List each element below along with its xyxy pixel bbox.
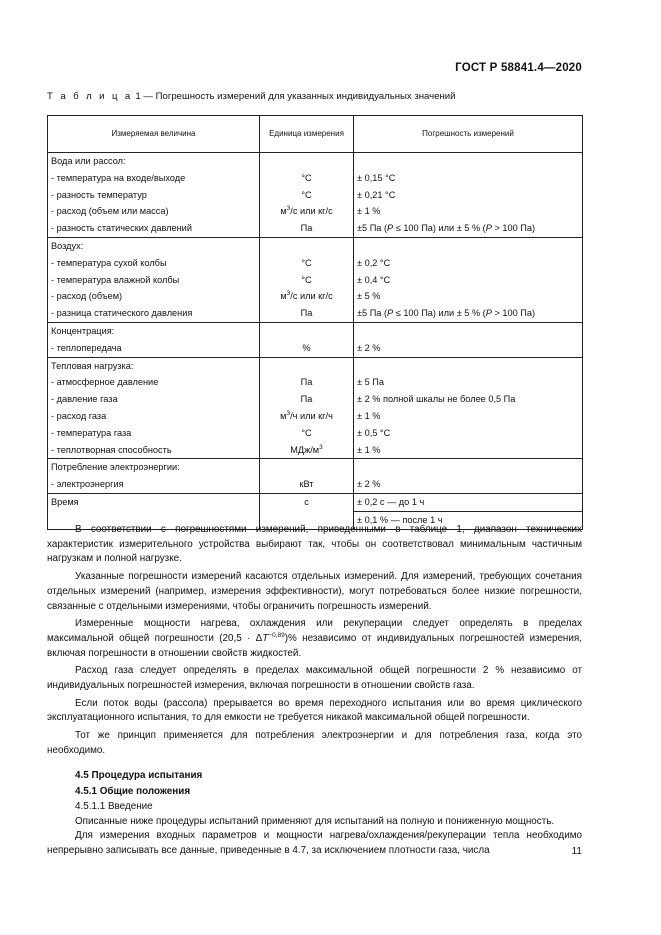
row-quantity: - разница статического давления	[48, 305, 260, 322]
row-error: ±5 Па (P ≤ 100 Па) или ± 5 % (P > 100 Па)	[354, 305, 583, 322]
paragraph: Если поток воды (рассола) прерывается во время переходного испытания или во время циклического эксплуатационного испытания, то для емкости не требуется никакой максимальной общей погрешности.	[47, 697, 582, 724]
row-error: ± 2 % полной шкалы не более 0,5 Па	[354, 391, 583, 408]
row-unit: МДж/$м^3$	[260, 442, 354, 459]
row-error: ± 0,5 °С	[354, 425, 583, 442]
row-unit: $м^3/с$ или кг/с	[260, 288, 354, 305]
group-title: Вода или рассол:	[48, 153, 260, 170]
table-row	[48, 442, 583, 459]
row-quantity: - теплотворная способность	[48, 442, 260, 459]
row-unit: Па	[260, 220, 354, 237]
table-row	[48, 220, 583, 237]
row-error: ± 0,15 °С	[354, 170, 583, 187]
group-title-row	[48, 459, 583, 476]
table-header-row	[48, 116, 583, 153]
body-text	[47, 523, 582, 859]
row-unit: Па	[260, 374, 354, 391]
table-row	[48, 408, 583, 425]
row-error: ± 0,21 °С	[354, 187, 583, 204]
table-caption	[47, 91, 456, 102]
group-title-row	[48, 357, 583, 374]
row-unit: Па	[260, 305, 354, 322]
row-unit: кВт	[260, 476, 354, 493]
paragraph: Описанные ниже процедуры испытаний применяют для испытаний на полную и пониженную мощность.	[75, 815, 555, 827]
group-title-row	[48, 322, 583, 339]
row-quantity: - атмосферное давление	[48, 374, 260, 391]
subsubsection-heading: 4.5.1.1 Введение	[75, 800, 153, 812]
table-caption-label: Т а б л и ц а	[47, 91, 133, 102]
row-error: ± 0,4 °С	[354, 272, 583, 289]
paragraph: Тот же принцип применяется для потребления электроэнергии и для потребления газа, когда это необходимо.	[47, 730, 582, 756]
table-row	[48, 425, 583, 442]
row-quantity: - температура влажной колбы	[48, 272, 260, 289]
row-quantity: - электроэнергия	[48, 476, 260, 493]
time-unit: с	[260, 493, 354, 511]
row-unit: $м^3/ч$ или кг/ч	[260, 408, 354, 425]
time-quantity: Время	[48, 493, 260, 511]
group-title-row	[48, 237, 583, 254]
row-error: ± 1 %	[354, 408, 583, 425]
row-quantity: - разность статических давлений	[48, 220, 260, 237]
group-title: Концентрация:	[48, 322, 260, 339]
row-error: ±5 Па (P ≤ 100 Па) или ± 5 % (P > 100 Па)	[354, 220, 583, 237]
header-unit: Единица измерения	[260, 116, 354, 153]
table-row	[48, 255, 583, 272]
header-error: Погрешность измерений	[354, 116, 583, 153]
section-heading: 4.5 Процедура испытания	[75, 769, 203, 781]
paragraph: Расход газа следует определять в пределах максимальной общей погрешности 2 % независимо от индивидуальных погрешностей измерения, включая погрешности в отношении свойств газа.	[47, 665, 582, 692]
group-title: Тепловая нагрузка:	[48, 357, 260, 374]
row-error: ± 2 %	[354, 340, 583, 357]
row-quantity: - давление газа	[48, 391, 260, 408]
table-row	[48, 288, 583, 305]
paragraph: Для измерения входных параметров и мощности нагрева/охлаждения/рекуперации тепла необходимо непрерывно записывать все данные, приведенные в 4.7, за исключением плотности газа, числа	[47, 830, 582, 857]
time-row	[48, 493, 583, 511]
table-row	[48, 170, 583, 187]
row-unit: °С	[260, 187, 354, 204]
subsection-heading: 4.5.1 Общие положения	[75, 786, 191, 798]
table-row	[48, 272, 583, 289]
row-unit: °С	[260, 255, 354, 272]
row-quantity: - температура сухой колбы	[48, 255, 260, 272]
row-unit: %	[260, 340, 354, 357]
row-quantity: - температура газа	[48, 425, 260, 442]
row-error: ± 1 %	[354, 442, 583, 459]
group-title-row	[48, 153, 583, 170]
measurement-error-table	[47, 115, 583, 530]
paragraph: Измеренные мощности нагрева, охлаждения или рекуперации следует определять в пределах максимальной общей погрешности $(20,5 \cdot \Delta T^{-0,89})\%$ независимо от индивидуальных погрешностей измерения, включая погрешности в отношении свойств жидкостей.	[47, 618, 582, 659]
paragraph: В соответствии с погрешностями измерений, приведенными в таблице 1, диапазон технических характеристик измерительного устройства выбирают так, чтобы он соответствовал минимальным частичным нагрузкам и полной нагрузке.	[47, 524, 582, 565]
row-error: ± 2 %	[354, 476, 583, 493]
time-error-short: ± 0,2 с — до 1 ч	[354, 493, 583, 511]
standard-designation: ГОСТ Р 58841.4—2020	[455, 62, 582, 74]
group-title: Потребление электроэнергии:	[48, 459, 260, 476]
paragraph: Указанные погрешности измерений касаются отдельных измерений. Для измерений, требующих сочетания отдельных измерений (например, измерения эффективности), могут потребоваться более низкие погрешности, связанные с отдельными измерениями, чтобы ограничить погрешность измерений.	[47, 571, 582, 612]
row-unit: Па	[260, 391, 354, 408]
row-quantity: - теплопередача	[48, 340, 260, 357]
table-row	[48, 203, 583, 220]
row-unit: °С	[260, 272, 354, 289]
page-number: 11	[571, 846, 582, 857]
table-row	[48, 187, 583, 204]
table-row	[48, 305, 583, 322]
row-quantity: - расход (объем или масса)	[48, 203, 260, 220]
row-unit: °С	[260, 425, 354, 442]
row-quantity: - расход газа	[48, 408, 260, 425]
table-row	[48, 391, 583, 408]
row-quantity: - разность температур	[48, 187, 260, 204]
group-title: Воздух:	[48, 237, 260, 254]
row-quantity: - температура на входе/выходе	[48, 170, 260, 187]
time-error-long: ± 0,1 % — после 1 ч	[354, 511, 583, 529]
row-error: ± 5 Па	[354, 374, 583, 391]
header-quantity: Измеряемая величина	[48, 116, 260, 153]
row-quantity: - расход (объем)	[48, 288, 260, 305]
row-error: ± 5 %	[354, 288, 583, 305]
table-row	[48, 340, 583, 357]
row-unit: $м^3/с$ или кг/с	[260, 203, 354, 220]
row-unit: °С	[260, 170, 354, 187]
table-row	[48, 476, 583, 493]
row-error: ± 1 %	[354, 203, 583, 220]
table-caption-text: 1 — Погрешность измерений для указанных индивидуальных значений	[132, 91, 456, 102]
table-row	[48, 374, 583, 391]
row-error: ± 0,2 °С	[354, 255, 583, 272]
